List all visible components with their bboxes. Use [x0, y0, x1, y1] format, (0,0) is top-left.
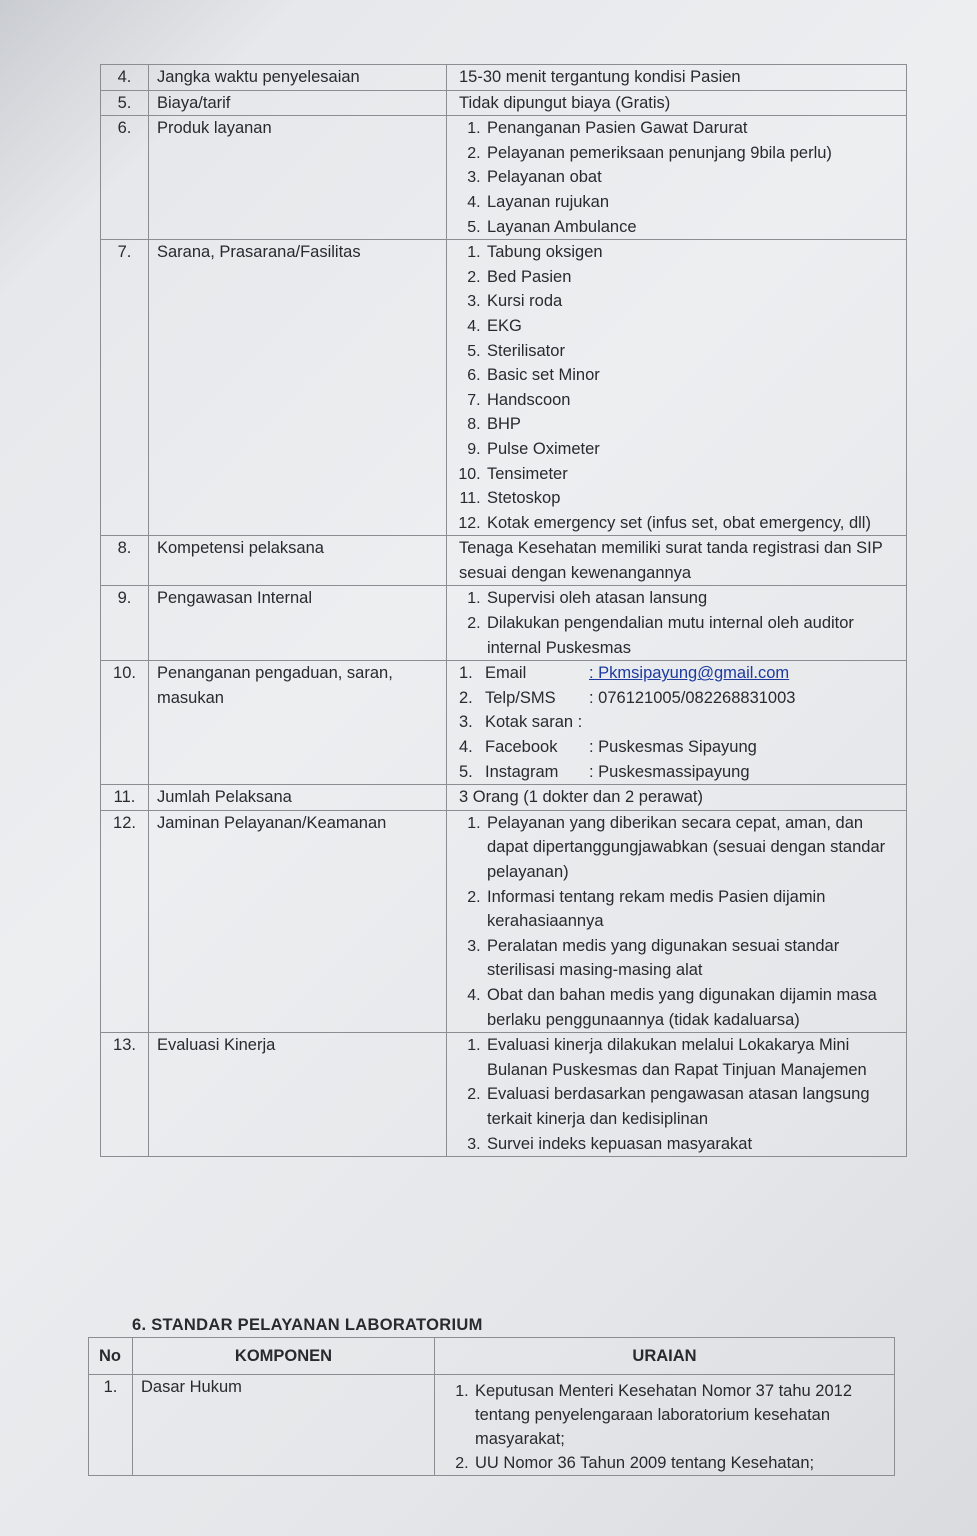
row-label: Produk layanan — [149, 116, 447, 240]
list-item: 11. Stetoskop — [485, 486, 900, 511]
row-value — [447, 661, 907, 785]
service-standard-table — [100, 64, 907, 1157]
list-item: 2. Pelayanan pemeriksaan penunjang 9bila perlu) — [485, 141, 900, 166]
row-number: 12. — [101, 810, 149, 1032]
list-item: 1. Tabung oksigen — [485, 240, 900, 265]
evaluation-list — [459, 1033, 900, 1156]
contact-value: : Puskesmassipayung — [589, 762, 750, 781]
table-row — [101, 90, 907, 116]
row-number: 13. — [101, 1033, 149, 1157]
list-item: 1. Pelayanan yang diberikan secara cepat, aman, dan dapat dipertanggungjawabkan (sesuai dengan standar pelayanan) — [485, 811, 900, 885]
row-label: Penanganan pengaduan, saran, masukan — [149, 661, 447, 785]
row-value — [447, 1033, 907, 1157]
row-number: 1. — [89, 1375, 133, 1476]
contact-number: 4. — [459, 738, 473, 757]
row-value: Tenaga Kesehatan memiliki surat tanda registrasi dan SIP sesuai dengan kewenangannya — [447, 536, 907, 586]
contact-value: : 076121005/082268831003 — [589, 688, 796, 707]
row-number: 11. — [101, 785, 149, 811]
contact-list — [459, 661, 900, 784]
contact-item — [459, 760, 900, 785]
list-item: 4. Obat dan bahan medis yang digunakan dijamin masa berlaku penggunaannya (tidak kadaluarsa) — [485, 983, 900, 1032]
contact-number: 3. — [459, 713, 473, 732]
supervision-list — [459, 586, 900, 660]
row-number: 7. — [101, 240, 149, 536]
table-header-row — [89, 1338, 895, 1375]
list-item: 12. Kotak emergency set (infus set, obat emergency, dll) — [485, 511, 900, 536]
row-number: 8. — [101, 536, 149, 586]
row-value — [447, 116, 907, 240]
table-row — [101, 661, 907, 785]
laboratory-standard-table — [88, 1337, 895, 1476]
contact-item — [459, 661, 900, 686]
email-link[interactable]: : Pkmsipayung@gmail.com — [589, 664, 790, 683]
list-item: 7. Handscoon — [485, 388, 900, 413]
contact-key: Instagram — [485, 762, 559, 781]
column-header-uraian: URAIAN — [435, 1338, 895, 1375]
list-item: 1. Keputusan Menteri Kesehatan Nomor 37 tahu 2012 tentang penyelengaraan laboratorium kesehatan masyarakat; — [473, 1379, 888, 1451]
table-row — [101, 116, 907, 240]
list-item: 3. Peralatan medis yang digunakan sesuai standar sterilisasi masing-masing alat — [485, 934, 900, 983]
list-item: 5. Sterilisator — [485, 339, 900, 364]
row-value — [435, 1375, 895, 1476]
contact-item — [459, 735, 900, 760]
list-item: 2. Bed Pasien — [485, 265, 900, 290]
table-row — [101, 785, 907, 811]
list-item: 9. Pulse Oximeter — [485, 437, 900, 462]
list-item: 2. Evaluasi berdasarkan pengawasan atasan langsung terkait kinerja dan kedisiplinan — [485, 1082, 900, 1131]
contact-number: 5. — [459, 762, 473, 781]
row-label: Sarana, Prasarana/Fasilitas — [149, 240, 447, 536]
list-item: 4. EKG — [485, 314, 900, 339]
list-item: 2. UU Nomor 36 Tahun 2009 tentang Kesehatan; — [473, 1451, 888, 1475]
row-label: Biaya/tarif — [149, 90, 447, 116]
table-row — [101, 240, 907, 536]
list-item: 1. Evaluasi kinerja dilakukan melalui Lokakarya Mini Bulanan Puskesmas dan Rapat Tinjuan Manajemen — [485, 1033, 900, 1082]
list-item: 8. BHP — [485, 412, 900, 437]
contact-number: 2. — [459, 688, 473, 707]
row-value — [447, 586, 907, 661]
row-number: 10. — [101, 661, 149, 785]
list-item: 3. Kursi roda — [485, 289, 900, 314]
contact-item — [459, 710, 900, 735]
list-item: 5. Layanan Ambulance — [485, 215, 900, 240]
table-row — [101, 65, 907, 91]
row-label: Kompetensi pelaksana — [149, 536, 447, 586]
row-number: 6. — [101, 116, 149, 240]
contact-value: : Puskesmas Sipayung — [589, 738, 757, 757]
contact-key: Telp/SMS — [485, 688, 556, 707]
row-value — [447, 240, 907, 536]
list-item: 1. Supervisi oleh atasan lansung — [485, 586, 900, 611]
table-row — [101, 586, 907, 661]
row-label: Jumlah Pelaksana — [149, 785, 447, 811]
row-value: 15-30 menit tergantung kondisi Pasien — [447, 65, 907, 91]
legal-basis-list — [447, 1379, 888, 1475]
row-number: 9. — [101, 586, 149, 661]
table-row — [101, 810, 907, 1032]
row-label: Jaminan Pelayanan/Keamanan — [149, 810, 447, 1032]
row-value: Tidak dipungut biaya (Gratis) — [447, 90, 907, 116]
table-row — [89, 1375, 895, 1476]
row-value — [447, 810, 907, 1032]
list-item: 10. Tensimeter — [485, 462, 900, 487]
list-item: 2. Informasi tentang rekam medis Pasien dijamin kerahasiaannya — [485, 885, 900, 934]
section-heading: 6. STANDAR PELAYANAN LABORATORIUM — [132, 1316, 483, 1334]
contact-number: 1. — [459, 664, 473, 683]
product-list — [459, 116, 900, 239]
list-item: 1. Penanganan Pasien Gawat Darurat — [485, 116, 900, 141]
guarantee-list — [459, 811, 900, 1032]
contact-key: Facebook — [485, 738, 558, 757]
table-row — [101, 536, 907, 586]
row-label: Jangka waktu penyelesaian — [149, 65, 447, 91]
list-item: 4. Layanan rujukan — [485, 190, 900, 215]
contact-key: Kotak saran : — [485, 713, 583, 732]
column-header-komponen: KOMPONEN — [133, 1338, 435, 1375]
list-item: 2. Dilakukan pengendalian mutu internal oleh auditor internal Puskesmas — [485, 611, 900, 660]
contact-key: Email — [485, 664, 527, 683]
contact-item — [459, 686, 900, 711]
facility-list — [459, 240, 900, 535]
row-number: 4. — [101, 65, 149, 91]
list-item: 3. Survei indeks kepuasan masyarakat — [485, 1132, 900, 1157]
row-value: 3 Orang (1 dokter dan 2 perawat) — [447, 785, 907, 811]
row-label: Evaluasi Kinerja — [149, 1033, 447, 1157]
column-header-no: No — [89, 1338, 133, 1375]
list-item: 3. Pelayanan obat — [485, 165, 900, 190]
row-label: Dasar Hukum — [133, 1375, 435, 1476]
row-label: Pengawasan Internal — [149, 586, 447, 661]
table-row — [101, 1033, 907, 1157]
row-number: 5. — [101, 90, 149, 116]
list-item: 6. Basic set Minor — [485, 363, 900, 388]
